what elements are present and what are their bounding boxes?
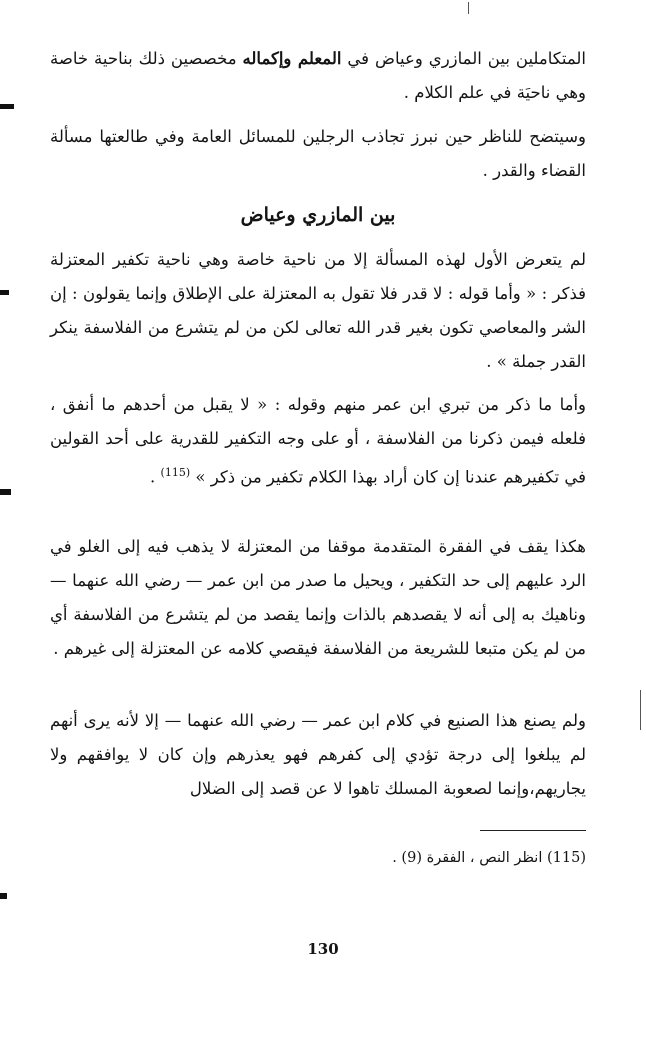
paragraph-4-text: وأما ما ذكر من تبري ابن عمر منهم وقوله : « لا يقبل من أحدهم ما أنفق ، فلعله فيمن ذكرنا من الفلاسفة ، أو على وجه التكفير للقدرية على أحد القولين في تكفيرهم عندنا إن كان أراد بهذا الكلام تكفير من ذكر » [50,395,586,487]
scan-mark [0,290,9,295]
scan-tick [468,2,469,14]
intro-text-end: مخصصين ذلك بناحية خاصة وهي ناحيَة في علم الكلام . [50,49,586,102]
page-number: 130 [307,940,339,958]
footnote-ref: (115) [160,466,191,479]
paragraph-4-end: . [150,467,161,487]
footnote-divider [480,830,586,831]
scan-mark [0,489,11,495]
footnote-115: (115) انظر النص ، الفقرة (9) . [392,850,586,866]
paragraph-4 [50,388,586,495]
paragraph-3: لم يتعرض الأول لهذه المسألة إلا من ناحية خاصة وهي ناحية تكفير المعتزلة فذكر : « وأما قوله : لا قدر فلا تقول به المعتزلة على الإطلاق وإنما يقولون : إن الشر والمعاصي تكون بغير قدر الله تعالى لكن من لم يتشرع من الفلاسفة ينكر القدر جملة » . [50,250,586,371]
scan-mark [0,104,14,109]
paragraph-2: وسيتضح للناظر حين نبرز تجاذب الرجلين للمسائل العامة وفي طالعتها مسألة القضاء والقدر . [50,127,586,180]
intro-text-start: المتكاملين بين المازري وعياض في [341,49,586,68]
scan-mark [0,893,7,899]
paragraph-intro [50,42,586,110]
scan-tick [640,690,641,730]
section-heading: بين المازري وعياض [240,204,396,226]
book-title: المعلم وإكماله [242,49,342,68]
paragraph-6: ولم يصنع هذا الصنيع في كلام ابن عمر — رضي الله عنهما — إلا لأنه يرى أنهم لم يبلغوا إلى درجة تؤدي إلى كفرهم فهو يعذرهم وإن كان لا يوافقهم ولا يجاريهم،وإنما لصعوبة المسلك تاهوا لا عن قصد إلى الضلال [50,711,586,798]
paragraph-5: هكذا يقف في الفقرة المتقدمة موقفا من المعتزلة لا يذهب فيه إلى الغلو في الرد عليهم إلى حد التكفير ، ويحيل ما صدر من ابن عمر — رضي الله عنهما — وناهيك به إلى أنه لا يقصدهم بالذات وإنما يقصد من لم يتشرع من الفلاسفة أي من لم يكن متبعا للشريعة من الفلاسفة فيقصي كلامه عن المعتزلة إلى غيرهم . [50,537,586,658]
